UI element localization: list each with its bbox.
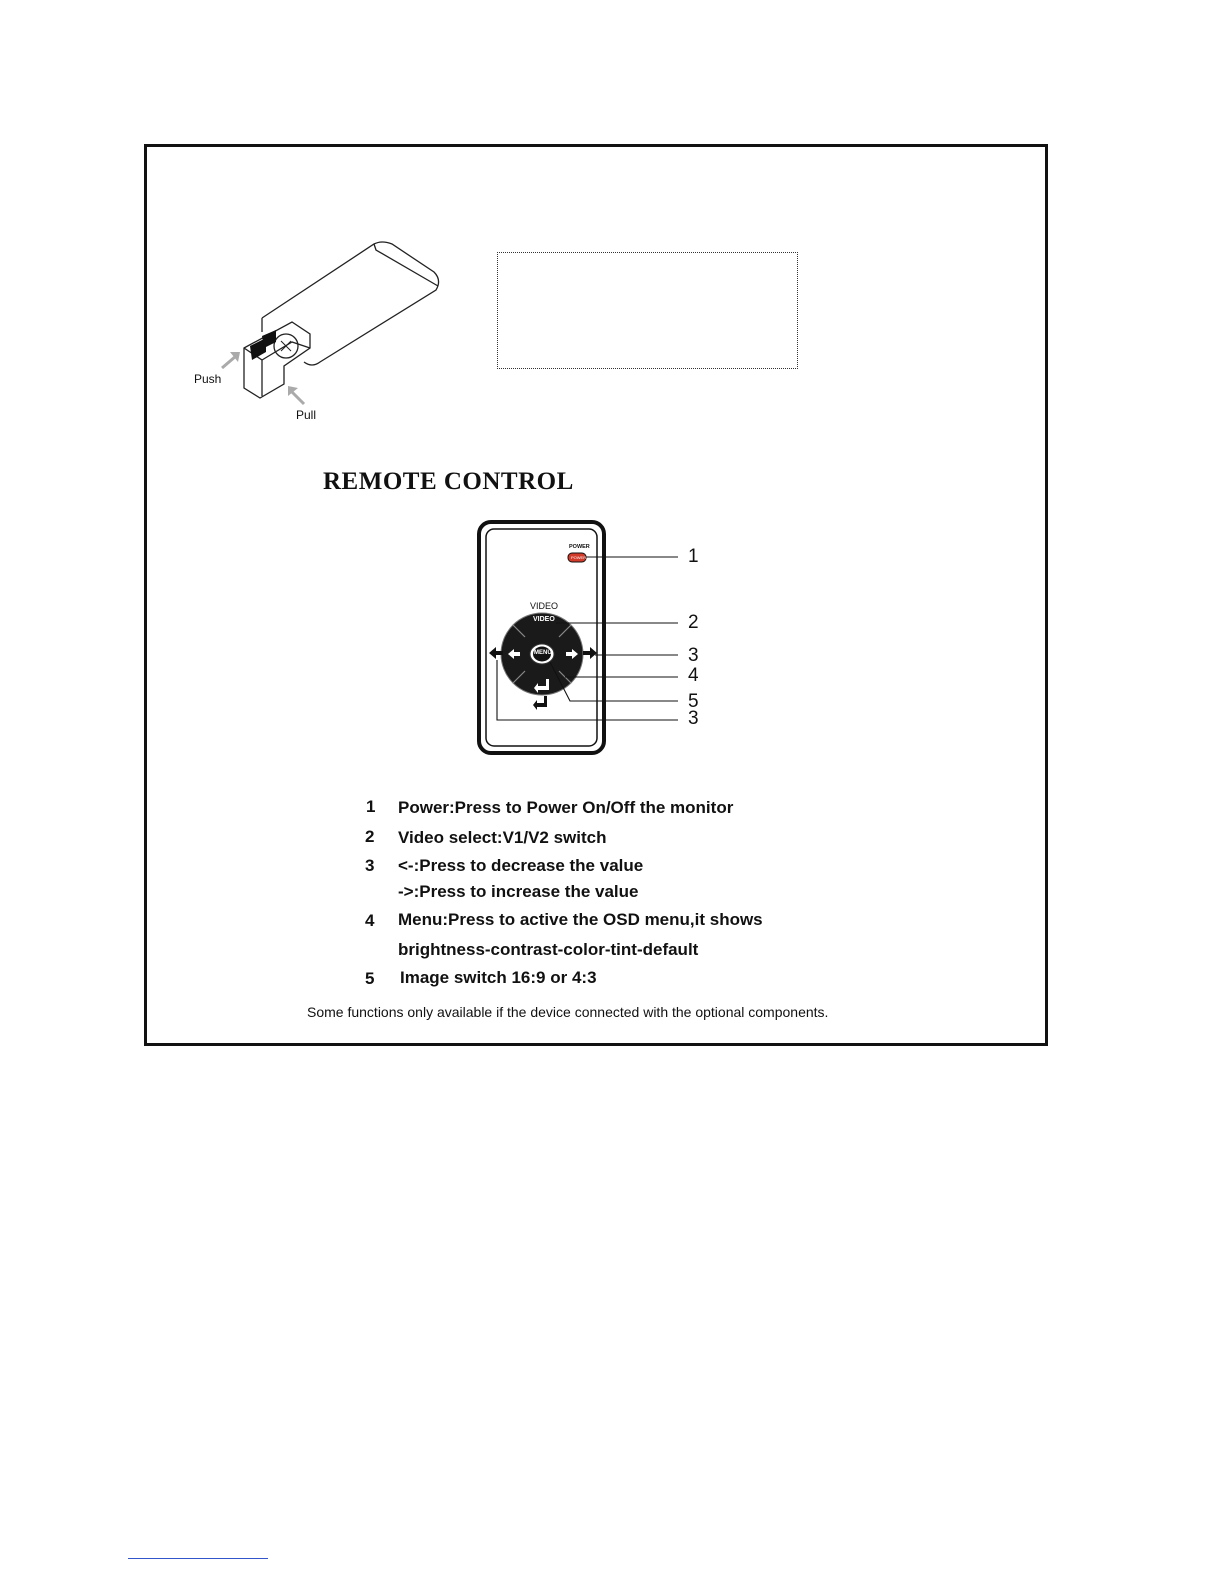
- item-3-number: 3: [365, 856, 375, 875]
- menu-button-label: MENU: [534, 650, 552, 656]
- item-1-number: 1: [366, 797, 376, 816]
- item-4-text: Menu:Press to active the OSD menu,it shows: [398, 910, 763, 929]
- item-4-text-2: brightness-contrast-color-tint-default: [398, 940, 699, 959]
- item-5-text: Image switch 16:9 or 4:3: [400, 968, 597, 987]
- bottom-rule: [128, 1558, 268, 1559]
- power-button-label: POWER: [571, 555, 587, 560]
- item-3-text: <-:Press to decrease the value: [398, 856, 644, 875]
- pull-label: Pull: [296, 408, 317, 422]
- callout-3b: 3: [688, 708, 699, 729]
- item-5-number: 5: [365, 969, 375, 988]
- item-2-text: Video select:V1/V2 switch: [398, 828, 607, 847]
- push-label: Push: [194, 372, 222, 386]
- video-button-label: VIDEO: [533, 616, 555, 623]
- callout-5: 5: [688, 691, 699, 712]
- callout-1: 1: [688, 546, 699, 567]
- footnote: Some functions only available if the device connected with the optional components.: [307, 1004, 829, 1020]
- callout-3: 3: [688, 645, 699, 666]
- callout-4: 4: [688, 665, 699, 686]
- power-top-label: POWER: [569, 544, 590, 550]
- video-top-label: VIDEO: [530, 601, 559, 611]
- callout-2: 2: [688, 612, 699, 633]
- section-title: REMOTE CONTROL: [323, 468, 574, 495]
- item-4-number: 4: [365, 911, 375, 930]
- item-2-number: 2: [365, 827, 375, 846]
- item-1-text: Power:Press to Power On/Off the monitor: [398, 798, 734, 817]
- item-3-text-2: ->:Press to increase the value: [398, 882, 639, 901]
